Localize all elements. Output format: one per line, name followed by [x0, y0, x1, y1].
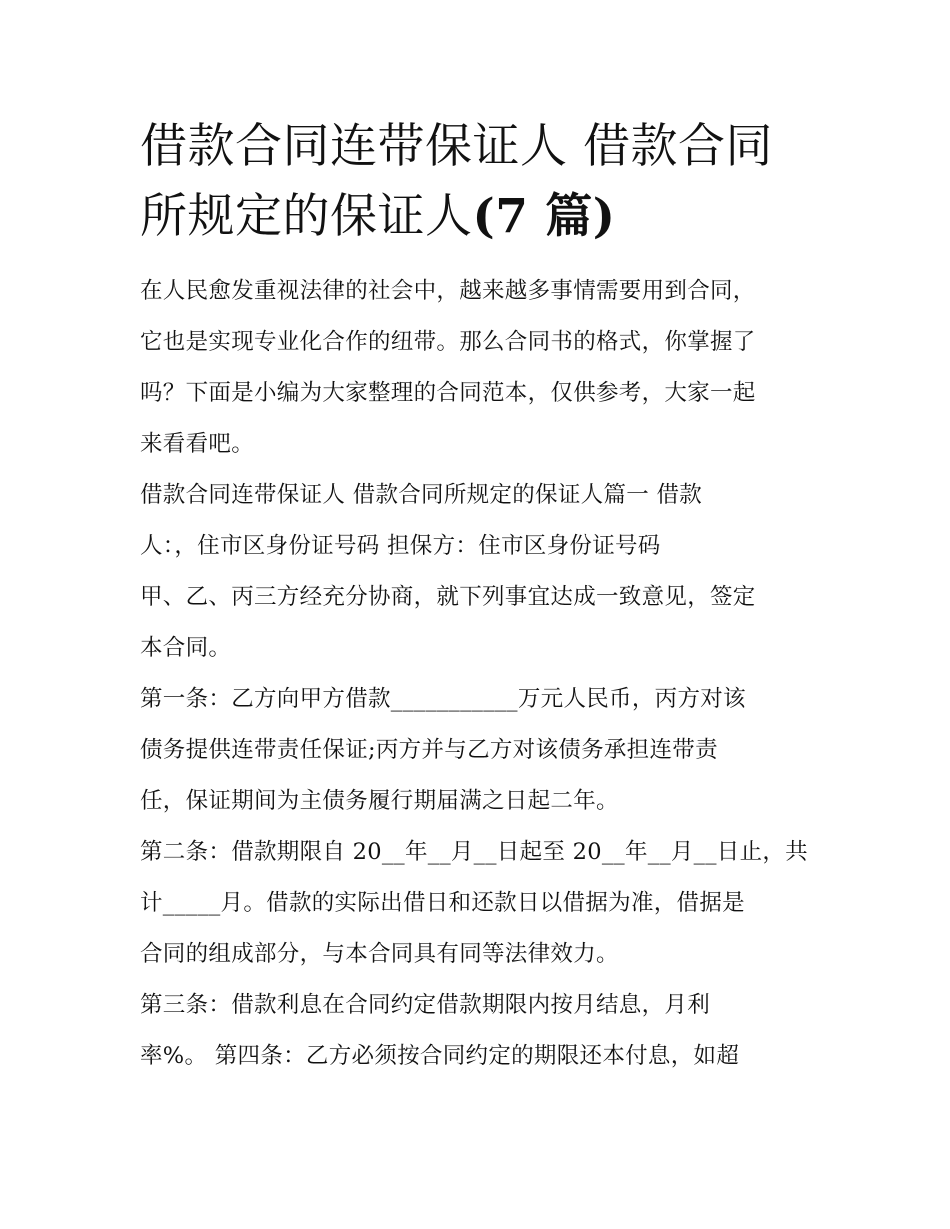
paragraph-intro [140, 266, 820, 470]
text-line: 人：，住市区身份证号码 担保方：住市区身份证号码 [140, 533, 661, 559]
text-line: 甲、乙、丙三方经充分协商，就下列事宜达成一致意见，签定 [140, 584, 756, 610]
document-body [140, 266, 820, 1082]
paragraph-parties [140, 470, 820, 572]
text-line: 来看看吧。 [140, 431, 255, 457]
text-line: 任，保证期间为主债务履行期届满之日起二年。 [140, 788, 619, 814]
paragraph-article-1 [140, 674, 820, 827]
title-line-1: 借款合同连带保证人 借款合同 [140, 119, 773, 174]
title-line-2 [140, 182, 820, 252]
document-title [140, 112, 820, 252]
text-line: 本合同。 [140, 635, 232, 661]
paragraph-article-3 [140, 980, 820, 1082]
text-line: 第二条：借款期限自 20__年__月__日起至 20__年__月__日止，共 [140, 839, 808, 865]
title-line-2-text: 所规定的保证人 [140, 189, 473, 244]
document-content [140, 112, 820, 1082]
title-count: (7 篇) [472, 189, 616, 244]
text-line: 第三条：借款利息在合同约定借款期限内按月结息，月利 [140, 992, 711, 1018]
text-line: 合同的组成部分，与本合同具有同等法律效力。 [140, 941, 619, 967]
text-line: 第一条：乙方向甲方借款___________万元人民币，丙方对该 [140, 686, 746, 712]
text-line: 吗？下面是小编为大家整理的合同范本，仅供参考，大家一起 [140, 380, 756, 406]
text-line: 计_____月。借款的实际出借日和还款日以借据为准，借据是 [140, 890, 745, 916]
text-line: 债务提供连带责任保证;丙方并与乙方对该债务承担连带责 [140, 737, 718, 763]
text-line: 它也是实现专业化合作的纽带。那么合同书的格式，你掌握了 [140, 329, 756, 355]
paragraph-article-2 [140, 827, 820, 980]
text-line: 借款合同连带保证人 借款合同所规定的保证人篇一 借款 [140, 482, 703, 508]
paragraph-agreement [140, 572, 820, 674]
text-line: 率%。 第四条：乙方必须按合同约定的期限还本付息，如超 [140, 1043, 740, 1069]
text-line: 在人民愈发重视法律的社会中，越来越多事情需要用到合同， [140, 278, 756, 304]
